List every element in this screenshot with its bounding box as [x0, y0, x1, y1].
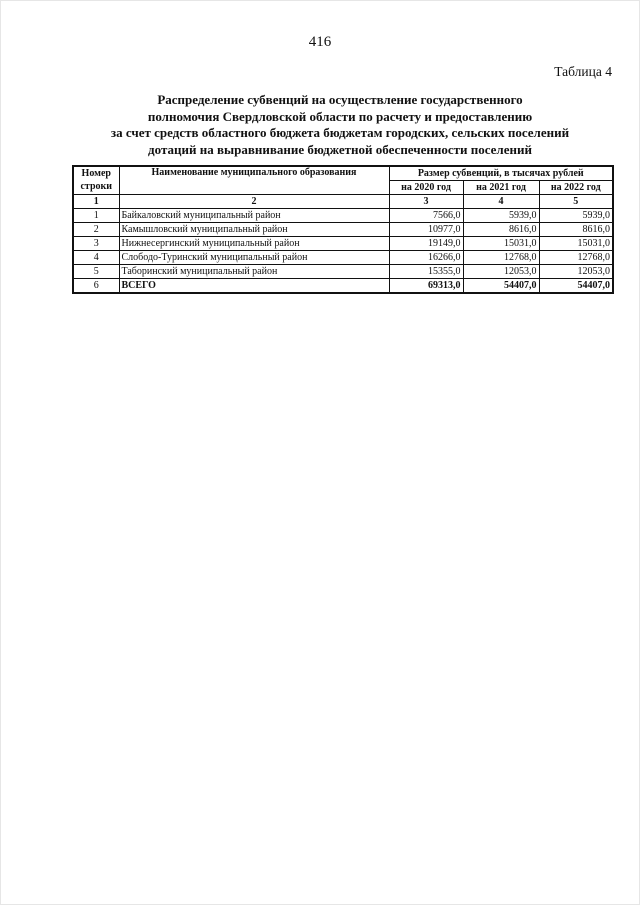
title-line: Распределение субвенций на осуществление государственного: [157, 92, 523, 107]
amount-2022: 5939,0: [539, 209, 613, 223]
header-year-2020: на 2020 год: [389, 181, 463, 195]
row-number: 4: [73, 251, 119, 265]
amount-2021: 5939,0: [463, 209, 539, 223]
title-line: дотаций на выравнивание бюджетной обеспеченности поселений: [148, 141, 532, 157]
table-row: [73, 223, 613, 237]
title-line: за счет средств областного бюджета бюджетам городских, сельских поселений: [110, 125, 570, 140]
header-name: Наименование муниципального образования: [119, 166, 389, 195]
amount-2022: 12768,0: [539, 251, 613, 265]
amount-2021: 12053,0: [463, 265, 539, 279]
total-2021: 54407,0: [463, 279, 539, 294]
municipality-name: Таборинский муниципальный район: [119, 265, 389, 279]
column-number: 3: [389, 195, 463, 209]
amount-2022: 15031,0: [539, 237, 613, 251]
header-year-2022: на 2022 год: [539, 181, 613, 195]
row-number: 1: [73, 209, 119, 223]
total-2022: 54407,0: [539, 279, 613, 294]
municipality-name: Байкаловский муниципальный район: [119, 209, 389, 223]
amount-2020: 16266,0: [389, 251, 463, 265]
municipality-name: Нижнесергинский муниципальный район: [119, 237, 389, 251]
table-row: [73, 209, 613, 223]
row-number: 5: [73, 265, 119, 279]
subsidy-table: [72, 165, 614, 294]
amount-2022: 8616,0: [539, 223, 613, 237]
header-row-number-line1: Номер: [81, 167, 111, 179]
table-row: [73, 265, 613, 279]
municipality-name: Слободо-Туринский муниципальный район: [119, 251, 389, 265]
amount-2022: 12053,0: [539, 265, 613, 279]
amount-2020: 15355,0: [389, 265, 463, 279]
table-label: Таблица 4: [554, 64, 612, 79]
amount-2020: 7566,0: [389, 209, 463, 223]
column-number: 4: [463, 195, 539, 209]
header-row-number-line2: строки: [73, 181, 119, 195]
amount-2021: 15031,0: [463, 237, 539, 251]
header-amount-group: Размер субвенций, в тысячах рублей: [389, 166, 613, 181]
header-row-number: [73, 166, 119, 181]
table-row: [73, 251, 613, 265]
column-numbers-row: [73, 195, 613, 209]
column-number: 1: [73, 195, 119, 209]
total-2020: 69313,0: [389, 279, 463, 294]
amount-2020: 10977,0: [389, 223, 463, 237]
row-number: 3: [73, 237, 119, 251]
municipality-name: Камышловский муниципальный район: [119, 223, 389, 237]
column-number: 2: [119, 195, 389, 209]
amount-2020: 19149,0: [389, 237, 463, 251]
total-label: ВСЕГО: [119, 279, 389, 294]
page-number: 416: [308, 34, 332, 50]
table-row: [73, 237, 613, 251]
row-number: 6: [73, 279, 119, 294]
document-title: [60, 92, 620, 158]
amount-2021: 8616,0: [463, 223, 539, 237]
header-year-2021: на 2021 год: [463, 181, 539, 195]
amount-2021: 12768,0: [463, 251, 539, 265]
title-line: полномочия Свердловской области по расчету и предоставлению: [147, 108, 533, 124]
column-number: 5: [539, 195, 613, 209]
table-header-row: [73, 166, 613, 181]
total-row: [73, 279, 613, 294]
row-number: 2: [73, 223, 119, 237]
